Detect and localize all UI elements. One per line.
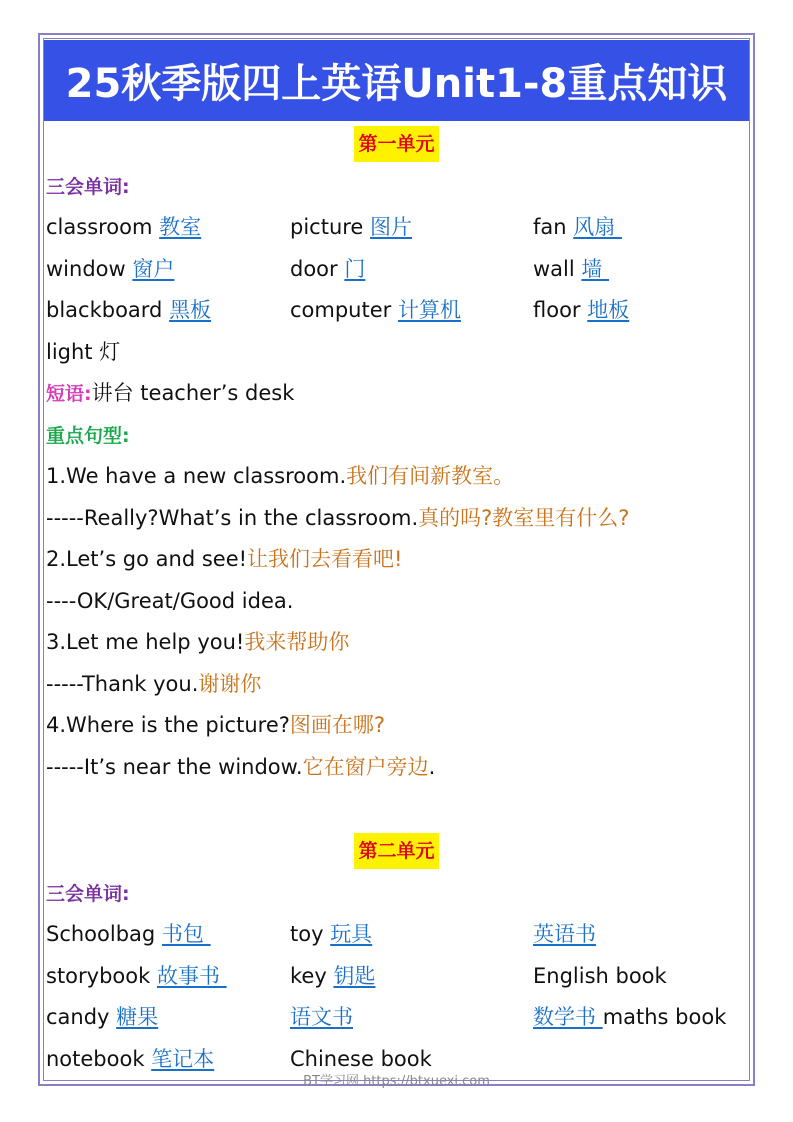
word-link[interactable]: 玩具 [330,922,373,946]
sentence-label: 重点句型: [46,425,130,447]
word-link[interactable]: 墙 [581,257,610,281]
word-link[interactable]: 黑板 [169,298,212,322]
word-link[interactable]: 语文书 [290,1005,353,1029]
sentence-row: -----Really?What’s in the classroom.真的吗?教室里有什么? [46,506,630,530]
unit2-heading: 第二单元 [0,833,793,869]
word-link[interactable]: 窗户 [132,257,175,281]
sentence-row: 3.Let me help you!我来帮助你 [46,630,350,654]
sentence-row: 2.Let’s go and see!让我们去看看吧! [46,547,403,571]
word-link[interactable]: 书包 [161,922,211,946]
word-link[interactable]: 教室 [159,215,202,239]
page-title: 25秋季版四上英语Unit1-8重点知识 [44,40,749,121]
phrase-row: 短语:讲台 teacher’s desk [46,381,295,405]
word-link[interactable]: 门 [344,257,366,281]
word-link[interactable]: 英语书 [533,922,596,946]
word-link[interactable]: 数学书 [533,1005,603,1029]
sentence-row: 1.We have a new classroom.我们有间新教室。 [46,464,515,488]
unit1-vocab-label: 三会单词: [46,176,130,198]
sentence-row: -----It’s near the window.它在窗户旁边. [46,755,436,779]
word-link[interactable]: 图片 [370,215,413,239]
word-link[interactable]: 糖果 [116,1005,159,1029]
unit2-vocab-label: 三会单词: [46,883,130,905]
sentence-row: 4.Where is the picture?图画在哪? [46,713,386,737]
sentence-row: ----OK/Great/Good idea. [46,589,294,613]
footer-watermark: BT学习网 https://btxuexi.com [303,1074,490,1089]
word-link[interactable]: 钥匙 [333,964,376,988]
word-link[interactable]: 笔记本 [151,1047,215,1071]
sentence-row: -----Thank you.谢谢你 [46,672,262,696]
word-link[interactable]: 计算机 [397,298,461,322]
word-link[interactable]: 地板 [587,298,630,322]
word-link[interactable]: 故事书 [156,964,227,988]
unit1-heading: 第一单元 [0,126,793,162]
word-link[interactable]: 风扇 [573,215,622,239]
